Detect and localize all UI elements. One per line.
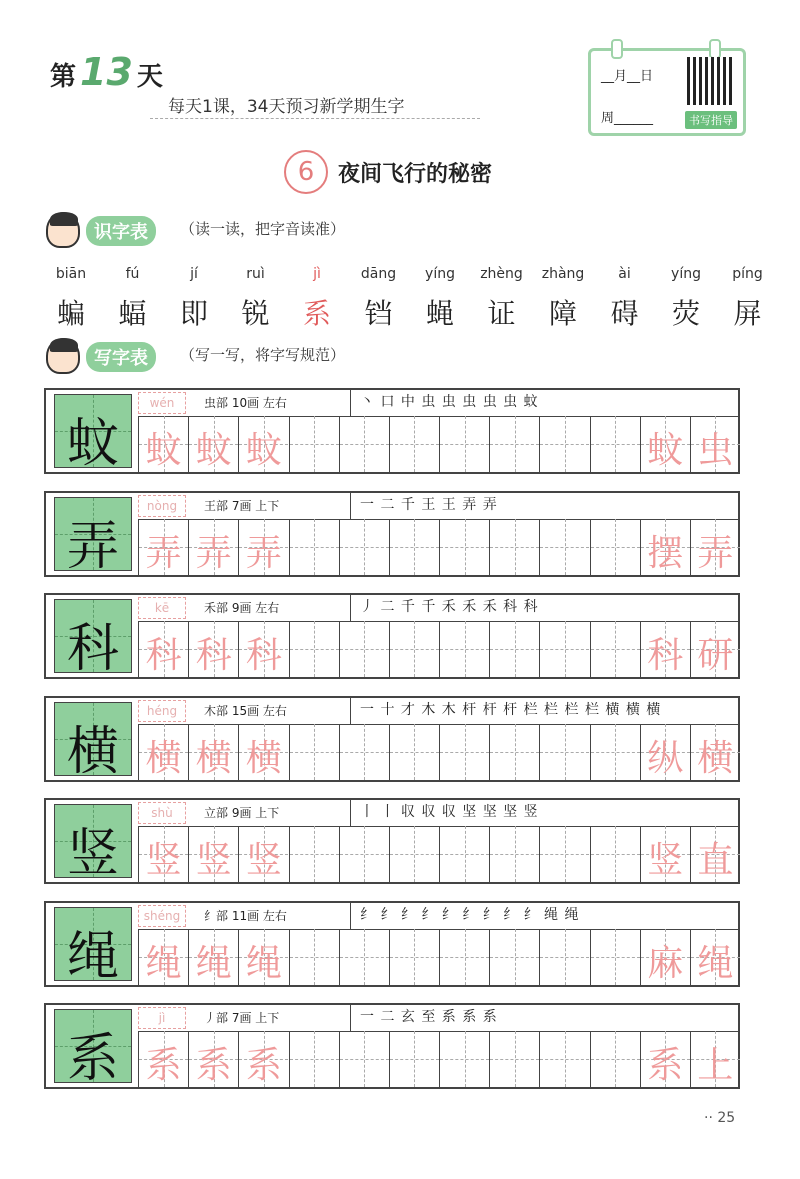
model-character: 横 bbox=[54, 702, 132, 776]
hanzi: 蝙 bbox=[56, 297, 85, 330]
recognize-item bbox=[348, 266, 410, 332]
divider bbox=[350, 800, 351, 826]
pinyin: píng bbox=[732, 266, 763, 282]
practice-cell[interactable] bbox=[238, 826, 288, 882]
practice-cell[interactable] bbox=[389, 519, 439, 575]
trace-character: 蚊 bbox=[145, 430, 182, 471]
model-character: 弄 bbox=[54, 497, 132, 571]
practice-cell[interactable] bbox=[690, 1031, 740, 1087]
recognize-item bbox=[594, 266, 656, 332]
hanzi: 屏 bbox=[733, 297, 762, 330]
practice-cell[interactable] bbox=[690, 621, 740, 677]
pinyin-box[interactable]: wén bbox=[138, 392, 186, 414]
stroke-order: 一 十 才 木 木 杆 杆 杆 栏 栏 栏 栏 横 横 横 bbox=[360, 701, 662, 718]
practice-cell[interactable] bbox=[339, 929, 389, 985]
divider bbox=[350, 390, 351, 416]
practice-grid bbox=[138, 621, 740, 677]
practice-cell[interactable] bbox=[439, 1031, 489, 1087]
practice-cell[interactable] bbox=[339, 1031, 389, 1087]
stroke-order: 丨 丨 収 収 収 坚 坚 坚 竖 bbox=[360, 804, 539, 820]
practice-cell[interactable] bbox=[289, 929, 339, 985]
practice-grid bbox=[138, 519, 740, 575]
trace-character: 横 bbox=[245, 737, 282, 779]
practice-cell[interactable] bbox=[640, 724, 690, 780]
radical-info: 丿部 7画 上下 bbox=[204, 1011, 280, 1025]
practice-cell[interactable] bbox=[339, 519, 389, 575]
binder-ring-icon bbox=[611, 39, 623, 59]
trace-character: 绳 bbox=[245, 942, 282, 984]
practice-cell[interactable] bbox=[590, 519, 640, 575]
model-character: 竖 bbox=[54, 804, 132, 878]
practice-cell[interactable] bbox=[590, 826, 640, 882]
pinyin: biān bbox=[55, 266, 87, 282]
hanzi: 系 bbox=[302, 297, 331, 330]
trace-character: 横 bbox=[145, 737, 182, 779]
trace-character: 竖 bbox=[195, 840, 232, 881]
model-character: 系 bbox=[54, 1009, 132, 1083]
word-character: 直 bbox=[697, 840, 734, 881]
recognize-item bbox=[471, 266, 533, 332]
hanzi: 障 bbox=[548, 297, 577, 330]
write-row bbox=[44, 491, 740, 577]
trace-character: 系 bbox=[195, 1045, 232, 1086]
radical-info: 纟部 11画 左右 bbox=[204, 908, 287, 923]
trace-character: 绳 bbox=[195, 942, 232, 984]
pinyin-box[interactable]: kē bbox=[138, 597, 186, 619]
practice-cell[interactable] bbox=[539, 929, 589, 985]
pinyin: fú bbox=[125, 266, 140, 282]
practice-cell[interactable] bbox=[238, 416, 288, 472]
info-bar bbox=[138, 903, 740, 930]
practice-cell[interactable] bbox=[138, 621, 188, 677]
date-month-day: __月__日 bbox=[601, 69, 654, 84]
info-bar bbox=[138, 698, 740, 725]
binder-ring-icon bbox=[709, 39, 721, 59]
practice-grid bbox=[138, 826, 740, 882]
hanzi: 即 bbox=[179, 297, 208, 330]
hanzi: 荧 bbox=[671, 297, 700, 330]
page-number: ·· 25 bbox=[704, 1110, 736, 1126]
practice-cell[interactable] bbox=[188, 621, 238, 677]
qr-code-icon[interactable] bbox=[687, 57, 735, 105]
practice-cell[interactable] bbox=[289, 1031, 339, 1087]
qr-label: 书写指导 bbox=[685, 111, 737, 129]
recognize-item bbox=[225, 266, 287, 332]
lesson-title: 夜间飞行的秘密 bbox=[338, 162, 493, 187]
trace-character: 蚊 bbox=[245, 430, 282, 471]
practice-cell[interactable] bbox=[138, 724, 188, 780]
practice-cell[interactable] bbox=[489, 1031, 539, 1087]
word-character: 虫 bbox=[697, 430, 734, 471]
trace-character: 系 bbox=[245, 1045, 282, 1086]
model-character: 绳 bbox=[54, 907, 132, 981]
hanzi: 铛 bbox=[364, 297, 393, 330]
practice-cell[interactable] bbox=[539, 416, 589, 472]
practice-cell[interactable] bbox=[439, 826, 489, 882]
practice-cell[interactable] bbox=[539, 724, 589, 780]
practice-cell[interactable] bbox=[389, 724, 439, 780]
day-label: 第 13 天 bbox=[50, 50, 163, 94]
practice-cell[interactable] bbox=[590, 416, 640, 472]
practice-cell[interactable] bbox=[238, 1031, 288, 1087]
hanzi: 锐 bbox=[241, 297, 270, 330]
recognize-item bbox=[532, 266, 594, 332]
practice-cell[interactable] bbox=[690, 929, 740, 985]
trace-character: 系 bbox=[145, 1045, 182, 1086]
trace-character: 竖 bbox=[245, 840, 282, 881]
pinyin: dāng bbox=[360, 266, 397, 282]
divider bbox=[350, 903, 351, 929]
write-title: 写字表 bbox=[86, 342, 156, 372]
hanzi: 蝠 bbox=[118, 297, 147, 330]
practice-grid bbox=[138, 416, 740, 472]
divider bbox=[350, 493, 351, 519]
trace-character: 弄 bbox=[245, 532, 282, 574]
word-character: 横 bbox=[697, 737, 734, 779]
practice-cell[interactable] bbox=[238, 621, 288, 677]
practice-cell[interactable] bbox=[539, 826, 589, 882]
info-bar bbox=[138, 800, 740, 827]
practice-cell[interactable] bbox=[489, 826, 539, 882]
write-row bbox=[44, 593, 740, 679]
divider bbox=[350, 698, 351, 724]
recognize-title: 识字表 bbox=[86, 216, 156, 246]
date-card bbox=[588, 48, 746, 136]
student-avatar-icon bbox=[46, 338, 80, 374]
word-character: 麻 bbox=[647, 942, 684, 984]
model-character: 蚊 bbox=[54, 394, 132, 468]
practice-cell[interactable] bbox=[640, 929, 690, 985]
trace-character: 科 bbox=[195, 635, 232, 676]
word-character: 弄 bbox=[697, 532, 734, 574]
pinyin: ài bbox=[618, 266, 631, 282]
practice-cell[interactable] bbox=[590, 724, 640, 780]
recognize-item bbox=[655, 266, 717, 332]
practice-cell[interactable] bbox=[339, 826, 389, 882]
recognize-note: （读一读，把字音读准） bbox=[180, 220, 346, 238]
pinyin: jì bbox=[313, 266, 321, 282]
word-character: 绳 bbox=[697, 942, 734, 984]
practice-cell[interactable] bbox=[289, 621, 339, 677]
practice-cell[interactable] bbox=[690, 416, 740, 472]
practice-cell[interactable] bbox=[138, 826, 188, 882]
practice-cell[interactable] bbox=[138, 416, 188, 472]
pinyin: ruì bbox=[246, 266, 265, 282]
practice-cell[interactable] bbox=[339, 621, 389, 677]
motto: 每天1课，34天预习新学期生字 bbox=[168, 97, 405, 117]
practice-cell[interactable] bbox=[289, 826, 339, 882]
practice-cell[interactable] bbox=[188, 416, 238, 472]
trace-character: 弄 bbox=[195, 532, 232, 574]
trace-character: 科 bbox=[145, 635, 182, 676]
practice-cell[interactable] bbox=[640, 519, 690, 575]
word-character: 上 bbox=[697, 1045, 734, 1086]
practice-cell[interactable] bbox=[389, 826, 439, 882]
practice-cell[interactable] bbox=[489, 724, 539, 780]
recognize-item bbox=[102, 266, 164, 332]
divider bbox=[150, 118, 480, 119]
practice-cell[interactable] bbox=[590, 621, 640, 677]
practice-cell[interactable] bbox=[188, 724, 238, 780]
practice-cell[interactable] bbox=[489, 416, 539, 472]
recognize-item bbox=[409, 266, 471, 332]
practice-cell[interactable] bbox=[489, 929, 539, 985]
practice-cell[interactable] bbox=[339, 416, 389, 472]
trace-character: 科 bbox=[245, 635, 282, 676]
info-bar bbox=[138, 390, 740, 417]
stroke-order: 丿 二 千 千 禾 禾 禾 科 科 bbox=[360, 599, 539, 615]
pinyin-box[interactable]: nòng bbox=[138, 495, 186, 517]
student-avatar-icon bbox=[46, 212, 80, 248]
practice-cell[interactable] bbox=[640, 826, 690, 882]
stroke-order: 一 二 千 王 王 弄 弄 bbox=[360, 496, 498, 513]
pinyin: jí bbox=[190, 266, 198, 282]
date-week: 周______ bbox=[601, 111, 654, 126]
practice-cell[interactable] bbox=[138, 929, 188, 985]
practice-cell[interactable] bbox=[690, 724, 740, 780]
pinyin-box[interactable]: héng bbox=[138, 700, 186, 722]
radical-info: 立部 9画 上下 bbox=[204, 806, 280, 820]
stroke-order: 丶 口 中 虫 虫 虫 虫 虫 蚊 bbox=[360, 394, 539, 410]
practice-cell[interactable] bbox=[439, 416, 489, 472]
recognize-item bbox=[40, 266, 102, 332]
practice-grid bbox=[138, 929, 740, 985]
trace-character: 竖 bbox=[145, 840, 182, 881]
info-bar bbox=[138, 493, 740, 520]
practice-cell[interactable] bbox=[289, 519, 339, 575]
practice-cell[interactable] bbox=[188, 519, 238, 575]
word-character: 竖 bbox=[647, 840, 684, 881]
practice-cell[interactable] bbox=[539, 519, 589, 575]
pinyin-box[interactable]: shù bbox=[138, 802, 186, 824]
practice-cell[interactable] bbox=[238, 519, 288, 575]
radical-info: 王部 7画 上下 bbox=[204, 498, 280, 513]
word-character: 系 bbox=[647, 1045, 684, 1086]
write-note: （写一写，将字写规范） bbox=[180, 346, 346, 364]
practice-cell[interactable] bbox=[439, 724, 489, 780]
practice-cell[interactable] bbox=[138, 1031, 188, 1087]
word-character: 科 bbox=[647, 635, 684, 676]
write-row bbox=[44, 901, 740, 987]
stroke-order: 纟 纟 纟 纟 纟 纟 纟 纟 纟 绳 绳 bbox=[360, 906, 580, 923]
info-bar bbox=[138, 595, 740, 622]
pinyin: yíng bbox=[425, 266, 455, 282]
pinyin: zhèng bbox=[480, 266, 523, 282]
pinyin: zhàng bbox=[541, 266, 585, 282]
word-character: 蚊 bbox=[647, 430, 684, 471]
practice-grid bbox=[138, 1031, 740, 1087]
recognize-item bbox=[286, 266, 348, 332]
practice-cell[interactable] bbox=[590, 929, 640, 985]
pinyin: yíng bbox=[671, 266, 701, 282]
practice-cell[interactable] bbox=[690, 519, 740, 575]
write-row bbox=[44, 696, 740, 782]
stroke-order: 一 二 玄 至 系 系 系 bbox=[360, 1009, 498, 1025]
practice-cell[interactable] bbox=[640, 621, 690, 677]
practice-cell[interactable] bbox=[590, 1031, 640, 1087]
practice-cell[interactable] bbox=[439, 621, 489, 677]
trace-character: 蚊 bbox=[195, 430, 232, 471]
trace-character: 弄 bbox=[145, 532, 182, 574]
practice-cell[interactable] bbox=[238, 724, 288, 780]
practice-cell[interactable] bbox=[389, 929, 439, 985]
hanzi: 蝇 bbox=[425, 297, 454, 330]
practice-grid bbox=[138, 724, 740, 780]
info-bar bbox=[138, 1005, 740, 1032]
practice-cell[interactable] bbox=[389, 416, 439, 472]
write-row bbox=[44, 388, 740, 474]
practice-cell[interactable] bbox=[138, 519, 188, 575]
lesson-number: 6 bbox=[284, 150, 328, 194]
word-character: 摆 bbox=[647, 532, 684, 574]
practice-cell[interactable] bbox=[539, 1031, 589, 1087]
model-character: 科 bbox=[54, 599, 132, 673]
recognize-item bbox=[163, 266, 225, 332]
practice-cell[interactable] bbox=[439, 929, 489, 985]
recognize-item bbox=[717, 266, 779, 332]
word-character: 纵 bbox=[647, 737, 684, 779]
practice-cell[interactable] bbox=[640, 416, 690, 472]
practice-cell[interactable] bbox=[489, 621, 539, 677]
write-row bbox=[44, 798, 740, 884]
practice-cell[interactable] bbox=[289, 724, 339, 780]
practice-cell[interactable] bbox=[188, 929, 238, 985]
hanzi: 证 bbox=[487, 297, 516, 330]
radical-info: 木部 15画 左右 bbox=[204, 703, 287, 718]
pinyin-box[interactable]: jì bbox=[138, 1007, 186, 1029]
divider bbox=[350, 1005, 351, 1031]
radical-info: 虫部 10画 左右 bbox=[204, 396, 287, 410]
practice-cell[interactable] bbox=[389, 1031, 439, 1087]
practice-cell[interactable] bbox=[389, 621, 439, 677]
practice-cell[interactable] bbox=[289, 416, 339, 472]
practice-cell[interactable] bbox=[539, 621, 589, 677]
pinyin-box[interactable]: shéng bbox=[138, 905, 186, 927]
word-character: 研 bbox=[697, 635, 734, 676]
practice-cell[interactable] bbox=[690, 826, 740, 882]
practice-cell[interactable] bbox=[439, 519, 489, 575]
divider bbox=[350, 595, 351, 621]
hanzi: 碍 bbox=[610, 297, 639, 330]
practice-cell[interactable] bbox=[188, 1031, 238, 1087]
practice-cell[interactable] bbox=[188, 826, 238, 882]
practice-cell[interactable] bbox=[339, 724, 389, 780]
practice-cell[interactable] bbox=[238, 929, 288, 985]
trace-character: 横 bbox=[195, 737, 232, 779]
practice-cell[interactable] bbox=[489, 519, 539, 575]
trace-character: 绳 bbox=[145, 942, 182, 984]
practice-cell[interactable] bbox=[640, 1031, 690, 1087]
write-row bbox=[44, 1003, 740, 1089]
radical-info: 禾部 9画 左右 bbox=[204, 601, 280, 615]
